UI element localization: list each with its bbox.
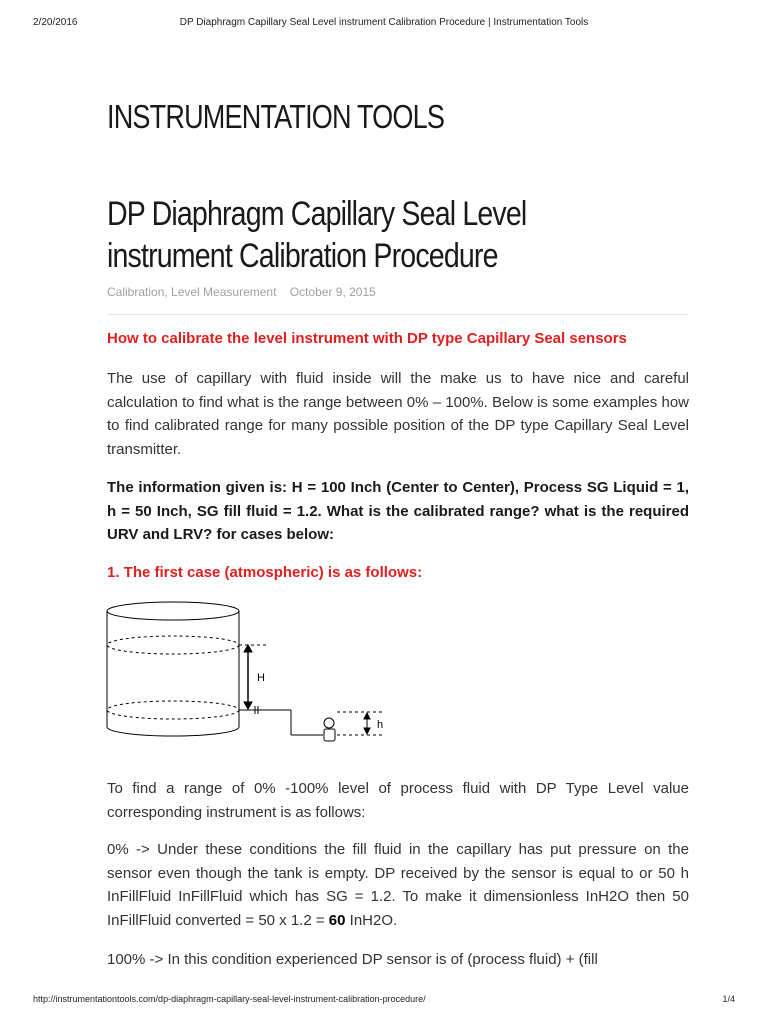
paragraph-given-information: The information given is: H = 100 Inch (Center to Center), Process SG Liquid = 1, h = 50 Inch, SG fill fluid = 1.2. What is the calibrated range? what is the required URV and LRV? for cases below: [107,479,689,543]
post-title-line-1: DP Diaphragm Capillary Seal Level [107,195,527,233]
para4-bold-value: 60 [328,911,346,929]
paragraph-intro: The use of capillary with fluid inside will the make us to have nice and careful calculation to find what is the range between 0% – 100%. Below is some examples how to find calibrated range for many possible position of the DP type Capillary Seal Level transmitter. [107,370,689,458]
post-title [107,193,667,277]
section-subheading: How to calibrate the level instrument with DP type Capillary Seal sensors [107,330,627,347]
site-title[interactable]: INSTRUMENTATION TOOLS [107,98,445,135]
paragraph-zero-percent [107,838,689,932]
tank-body [107,602,239,736]
para4-text-start: 0% -> Under these conditions the fill fluid in the capillary has put pressure on the sensor even though the tank is empty. DP received by the sensor is equal to or 50 h InFillFluid InFillFluid which has SG = 1.2. To make it dimensionless InH2O then 50 InFillFluid converted = 50 x 1.2 = [107,841,689,929]
transmitter [324,718,335,741]
print-footer [33,994,735,1008]
print-date: 2/20/2016 [33,17,78,28]
upper-level-ellipse [107,636,239,654]
paragraph-hundred-percent: 100% -> In this condition experienced DP sensor is of (process fluid) + (fill [107,951,598,968]
divider [107,314,689,315]
label-h: h [377,719,384,731]
tank-top-ellipse [107,602,239,620]
label-H: H [257,672,265,684]
print-url: http://instrumentationtools.com/dp-diaphragm-capillary-seal-level-instrument-calibration-procedure/ [33,994,426,1004]
print-page-title: DP Diaphragm Capillary Seal Level instrument Calibration Procedure | Instrumentation Tools [179,17,589,28]
print-header [33,17,735,31]
post-title-line-2: instrument Calibration Procedure [107,237,498,275]
paragraph-range: To find a range of 0% -100% level of process fluid with DP Type Level value corresponding instrument is as follows: [107,780,689,821]
lower-level-ellipse [107,701,239,719]
print-page-number: 1/4 [722,994,735,1004]
tank-diagram [105,598,395,748]
post-categories[interactable]: Calibration, Level Measurement [107,285,277,299]
post-meta [107,285,376,299]
case-1-heading: 1. The first case (atmospheric) is as follows: [107,564,423,581]
para4-text-end: InH2O. [345,911,398,929]
post-date: October 9, 2015 [289,285,376,299]
capillary [239,706,323,735]
